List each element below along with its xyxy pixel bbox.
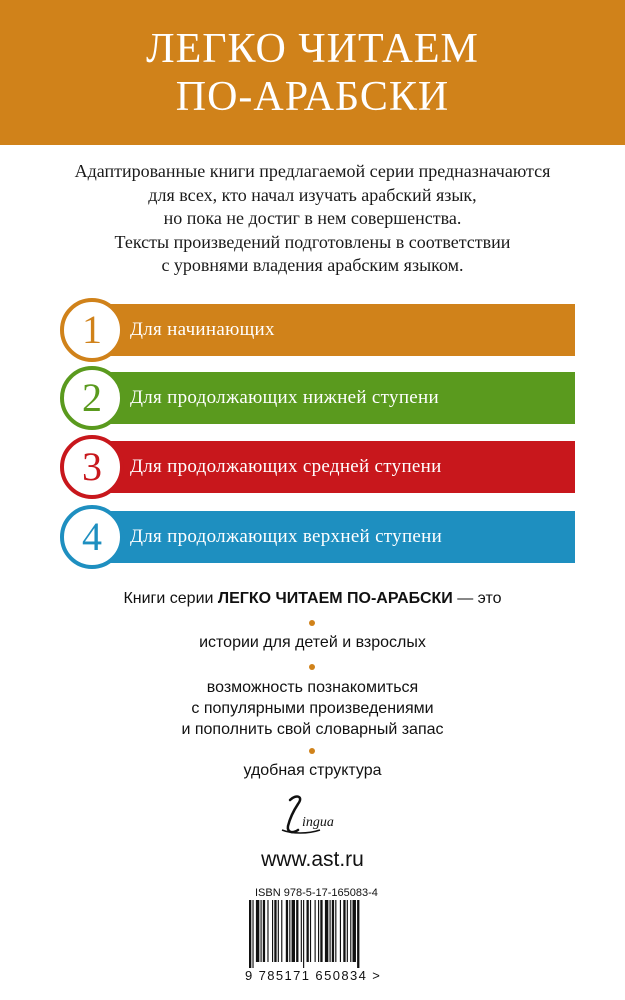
series-name: ЛЕГКО ЧИТАЕМ ПО-АРАБСКИ [217, 590, 453, 607]
feature-line: и пополнить свой словарный запас [181, 721, 444, 738]
website-url: www.ast.ru [261, 848, 364, 871]
barcode-bar [289, 900, 290, 962]
barcode-bar [252, 900, 253, 968]
level-label: Для продолжающих нижней ступени [130, 387, 439, 408]
barcode-bar [301, 900, 302, 962]
level-label: Для продолжающих средней ступени [130, 456, 442, 477]
title-line-2: ПО-АРАБСКИ [175, 73, 450, 120]
barcode-bar [347, 900, 348, 962]
lingua-logo-icon [268, 790, 368, 840]
feature-line: удобная структура [243, 762, 382, 779]
intro-paragraph [40, 160, 585, 278]
intro-line: но пока не достиг в нем совершенства. [163, 208, 462, 228]
svg-text:ingua: ingua [302, 815, 334, 830]
barcode-bar [267, 900, 268, 962]
barcode-bar [296, 900, 298, 962]
feature-line: возможность познакомиться [206, 679, 419, 696]
intro-line: с уровнями владения арабским языком. [161, 255, 464, 275]
barcode-digits: 9 785171 650834 > [245, 968, 382, 983]
barcode-bar [303, 900, 304, 968]
barcode-bar [353, 900, 356, 962]
level-number-circle: 2 [60, 366, 124, 430]
level-3 [60, 435, 575, 499]
bullet-dot [309, 620, 315, 626]
barcode-bar [256, 900, 259, 962]
barcode-bar [272, 900, 273, 962]
barcode-bar [340, 900, 341, 962]
bullet-dot [309, 664, 315, 670]
barcode-bar [332, 900, 334, 962]
feature-item [60, 760, 565, 781]
feature-line: истории для детей и взрослых [199, 634, 426, 651]
series-prefix: Книги серии [123, 590, 218, 607]
isbn-text: ISBN 978-5-17-165083-4 [255, 887, 378, 899]
barcode-bar [335, 900, 336, 962]
level-4 [60, 505, 575, 569]
intro-line: Тексты произведений подготовлены в соответствии [114, 231, 511, 252]
level-number-circle: 1 [60, 298, 124, 362]
title-line-1: ЛЕГКО ЧИТАЕМ [146, 25, 479, 72]
barcode-bar [278, 900, 279, 962]
level-label: Для начинающих [130, 319, 275, 340]
barcode-bar [281, 900, 282, 962]
barcode-bar [350, 900, 351, 962]
barcode-bar [320, 900, 322, 962]
feature-line: с популярными произведениями [191, 700, 434, 717]
barcode-bar [292, 900, 295, 962]
series-suffix: — это [452, 590, 502, 607]
barcode-bar [263, 900, 265, 962]
barcode-bar [318, 900, 319, 962]
intro-line: для всех, кто начал изучать арабский язык, [148, 184, 477, 205]
level-number-circle: 3 [60, 435, 124, 499]
feature-item [60, 677, 565, 740]
header-banner [0, 0, 625, 145]
barcode-bar [286, 900, 288, 962]
bullet-dot [309, 748, 315, 754]
level-label: Для продолжающих верхней ступени [130, 526, 443, 547]
series-statement [60, 588, 565, 609]
barcode-bar [325, 900, 328, 962]
barcode-bar [343, 900, 345, 962]
level-2 [60, 366, 575, 430]
feature-item [60, 632, 565, 653]
barcode-bar [307, 900, 309, 962]
barcode-bar [261, 900, 262, 962]
level-number-circle: 4 [60, 505, 124, 569]
barcode-bar [357, 900, 359, 968]
barcode-icon [245, 900, 400, 970]
barcode-bar [274, 900, 276, 962]
barcode-bar [249, 900, 251, 968]
intro-line: Адаптированные книги предлагаемой серии предназначаются [74, 161, 551, 181]
barcode-bar [315, 900, 316, 962]
barcode-bar [330, 900, 331, 962]
barcode-bar [310, 900, 311, 962]
level-1 [60, 298, 575, 362]
